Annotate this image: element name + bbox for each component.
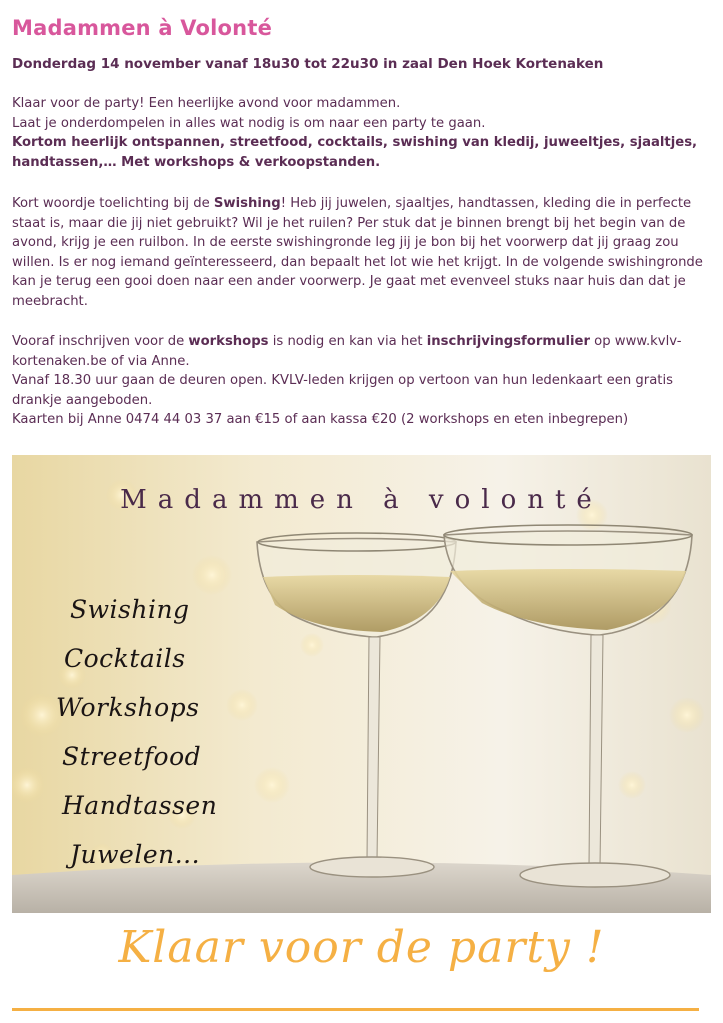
tickets-line: Kaarten bij Anne 0474 44 03 37 aan €15 of aan kassa €20 (2 workshops en eten inbegrepen) [12,412,629,428]
intro-line-1: Klaar voor de party! Een heerlijke avond voor madammen. [12,96,401,111]
poster-item-streetfood: Streetfood [62,742,202,771]
poster-item-swishing: Swishing [70,595,190,624]
swishing-body: ! Heb jij juwelen, sjaaltjes, handtassen, kleding die in perfecte staat is, maar die jij niet gebruikt? Wil je het ruilen? Per stuk dat je binnen brengt bij het begin van de avond, krijg je een ruilbon. In de eerste swishingronde leg jij je bon bij het voorwerp dat jij graag zou willen. Is er nog iemand geïnteresseerd, dan bepaalt het lot wie het krijgt. In de volgende swishingronde kan je terug een gooi doen naar een ander voorwerp. Je gaat met evenveel stuks naar huis dan dat je meebracht. [12,196,703,309]
intro-paragraph [12,94,712,172]
workshops-keyword: workshops [188,334,269,349]
poster-item-handtassen: Handtassen [62,791,218,820]
poster-feature-list [50,585,250,879]
poster-item-workshops: Workshops [56,693,200,722]
swishing-prefix: Kort woordje toelichting bij de [12,196,214,211]
poster-item-cocktails: Cocktails [64,644,186,673]
intro-highlight: Kortom heerlijk ontspannen, streetfood, cocktails, swishing van kledij, juweeltjes, sjaaltjes, handtassen,… Met workshops & verkoopstanden. [12,135,698,170]
poster-item-juwelen: Juwelen... [70,840,201,869]
info-text-2: is nodig en kan via het [268,334,427,349]
footer-divider [12,1008,699,1011]
event-date-line: Donderdag 14 november vanaf 18u30 tot 22u30 in zaal Den Hoek Kortenaken [12,56,604,72]
info-text-3: op www.kvlv-kortenaken.be of via Anne. [12,334,682,369]
info-paragraph [12,332,712,430]
event-poster [12,455,711,913]
swishing-keyword: Swishing [213,196,281,211]
poster-title: Madammen à volonté [120,485,603,515]
swishing-paragraph [12,194,712,312]
intro-line-2: Laat je onderdompelen in alles wat nodig is om naar een party te gaan. [12,115,486,131]
registration-form-keyword: inschrijvingsformulier [426,334,590,349]
party-tagline: Klaar voor de party ! [118,922,605,973]
info-text-1: Vooraf inschrijven voor de [12,334,189,349]
doors-open-line: Vanaf 18.30 uur gaan de deuren open. KVLV-leden krijgen op vertoon van hun ledenkaart een gratis drankje aangeboden. [12,373,673,408]
page-title: Madammen à Volonté [12,16,273,40]
